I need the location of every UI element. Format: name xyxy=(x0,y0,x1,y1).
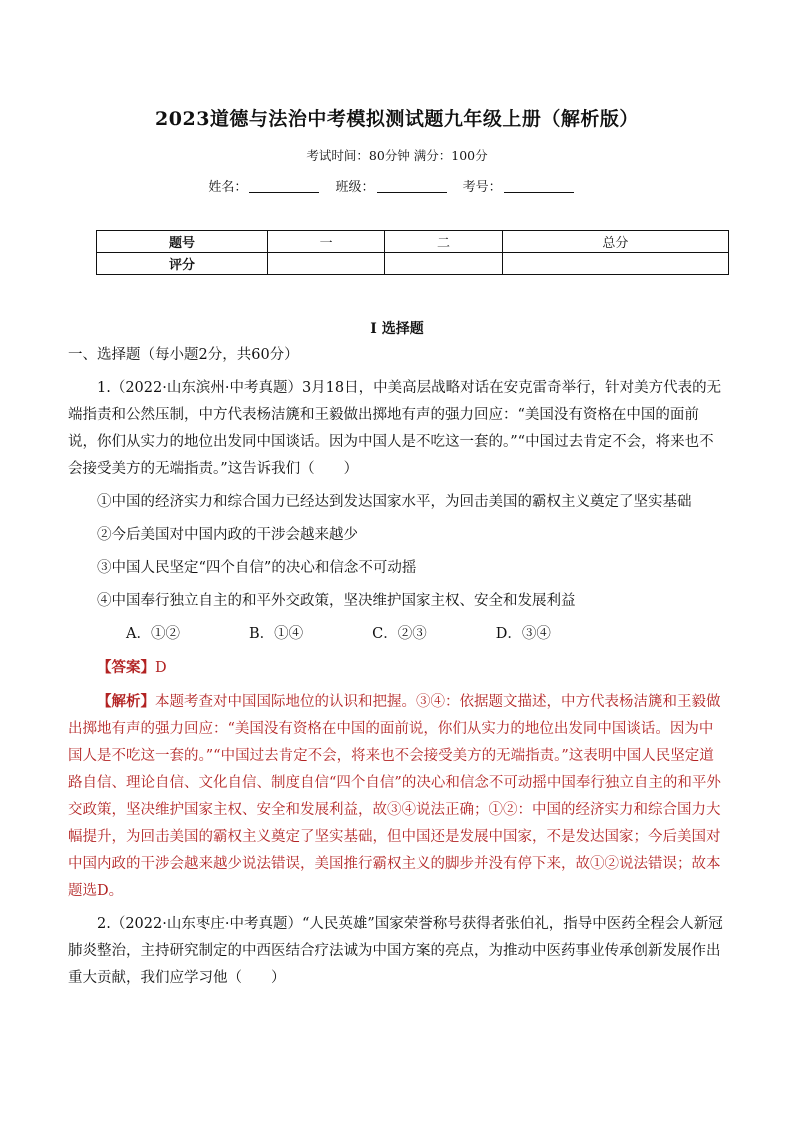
question-1-option: ③中国人民坚定“四个自信”的决心和信念不可动摇 xyxy=(97,560,417,576)
part-heading: 一、选择题（每小题2分，共60分） xyxy=(68,347,299,363)
score-cell xyxy=(502,253,728,275)
class-label: 班级： xyxy=(335,180,375,195)
number-blank xyxy=(504,178,574,193)
question-body xyxy=(68,342,726,992)
question-1-stem: 1.（2022·山东滨州·中考真题）3月18日，中美高层战略对话在安克雷奇举行，针对美方代表的无端指责和公然压制，中方代表杨洁篪和王毅做出掷地有声的强力回应：“美国没有资格在中国的面前说，你们从实力的地位出发同中国谈话。因为中国人是不吃这一套的。”“中国过去肯定不会，将来也不会接受美方的无端指责。”这告诉我们（ ） xyxy=(68,380,722,477)
score-header-cell: 题号 xyxy=(97,231,268,253)
document-title: 2023道德与法治中考模拟测试题九年级上册（解析版） xyxy=(155,108,639,130)
class-blank xyxy=(377,178,447,193)
choice-c: C．②③ xyxy=(372,626,427,642)
score-header-cell: 二 xyxy=(385,231,502,253)
score-table-header-row xyxy=(97,231,729,253)
analysis-text: 本题考查对中国国际地位的认识和把握。③④：依据题文描述，中方代表杨洁篪和王毅做出掷地有声的强力回应：“美国没有资格在中国的面前说，你们从实力的地位出发同中国谈话。因为中国人是不吃这一套的。”“中国过去肯定不会，将来也不会接受美方的无端指责。”这表明中国人民坚定道路自信、理论自信、文化自信、制度自信“四个自信”的决心和信念不可动摇中国奉行独立自主的和平外交政策，坚决维护国家主权、安全和发展利益，故③④说法正确；①②：中国的经济实力和综合国力大幅提升，为回击美国的霸权主义奠定了坚实基础，但中国还是发展中国家，不是发达国家；今后美国对中国内政的干涉会越来越少说法错误，美国推行霸权主义的脚步并没有停下来，故①②说法错误；故本题选D。 xyxy=(68,694,721,899)
choice-a: A．①② xyxy=(126,626,180,642)
student-info-fields xyxy=(0,176,794,195)
choice-d: D．③④ xyxy=(495,626,551,642)
number-label: 考号： xyxy=(462,180,502,195)
answer-tag: 【答案】 xyxy=(97,659,155,676)
name-label: 姓名： xyxy=(208,180,248,195)
score-cell xyxy=(268,253,385,275)
score-header-cell: 一 xyxy=(268,231,385,253)
name-blank xyxy=(249,178,319,193)
choice-b: B．①④ xyxy=(248,626,304,642)
score-cell xyxy=(385,253,502,275)
answer-value: D xyxy=(155,660,167,676)
score-row-label: 评分 xyxy=(97,253,268,275)
question-1-answer xyxy=(68,654,726,682)
score-table-score-row xyxy=(97,253,729,275)
question-1-option: ②今后美国对中国内政的干涉会越来越少 xyxy=(97,527,358,543)
analysis-tag: 【解析】 xyxy=(97,693,155,710)
score-header-cell: 总分 xyxy=(502,231,728,253)
question-1-option: ④中国奉行独立自主的和平外交政策，坚决维护国家主权、安全和发展利益 xyxy=(97,593,576,609)
score-table xyxy=(96,230,729,275)
question-1-choices xyxy=(68,621,726,648)
question-1-analysis xyxy=(68,688,726,905)
exam-info: 考试时间：80分钟 满分：100分 xyxy=(306,148,488,163)
question-2-stem: 2.（2022·山东枣庄·中考真题）“人民英雄”国家荣誉称号获得者张伯礼，指导中医药全程会人新冠肺炎整治，主持研究制定的中西医结合疗法诚为中国方案的亮点，为推动中医药事业传承创新发展作出重大贡献，我们应学习他（ ） xyxy=(68,916,723,986)
question-1-option: ①中国的经济实力和综合国力已经达到发达国家水平，为回击美国的霸权主义奠定了坚实基础 xyxy=(97,494,692,510)
section-title: I 选择题 xyxy=(370,321,424,337)
